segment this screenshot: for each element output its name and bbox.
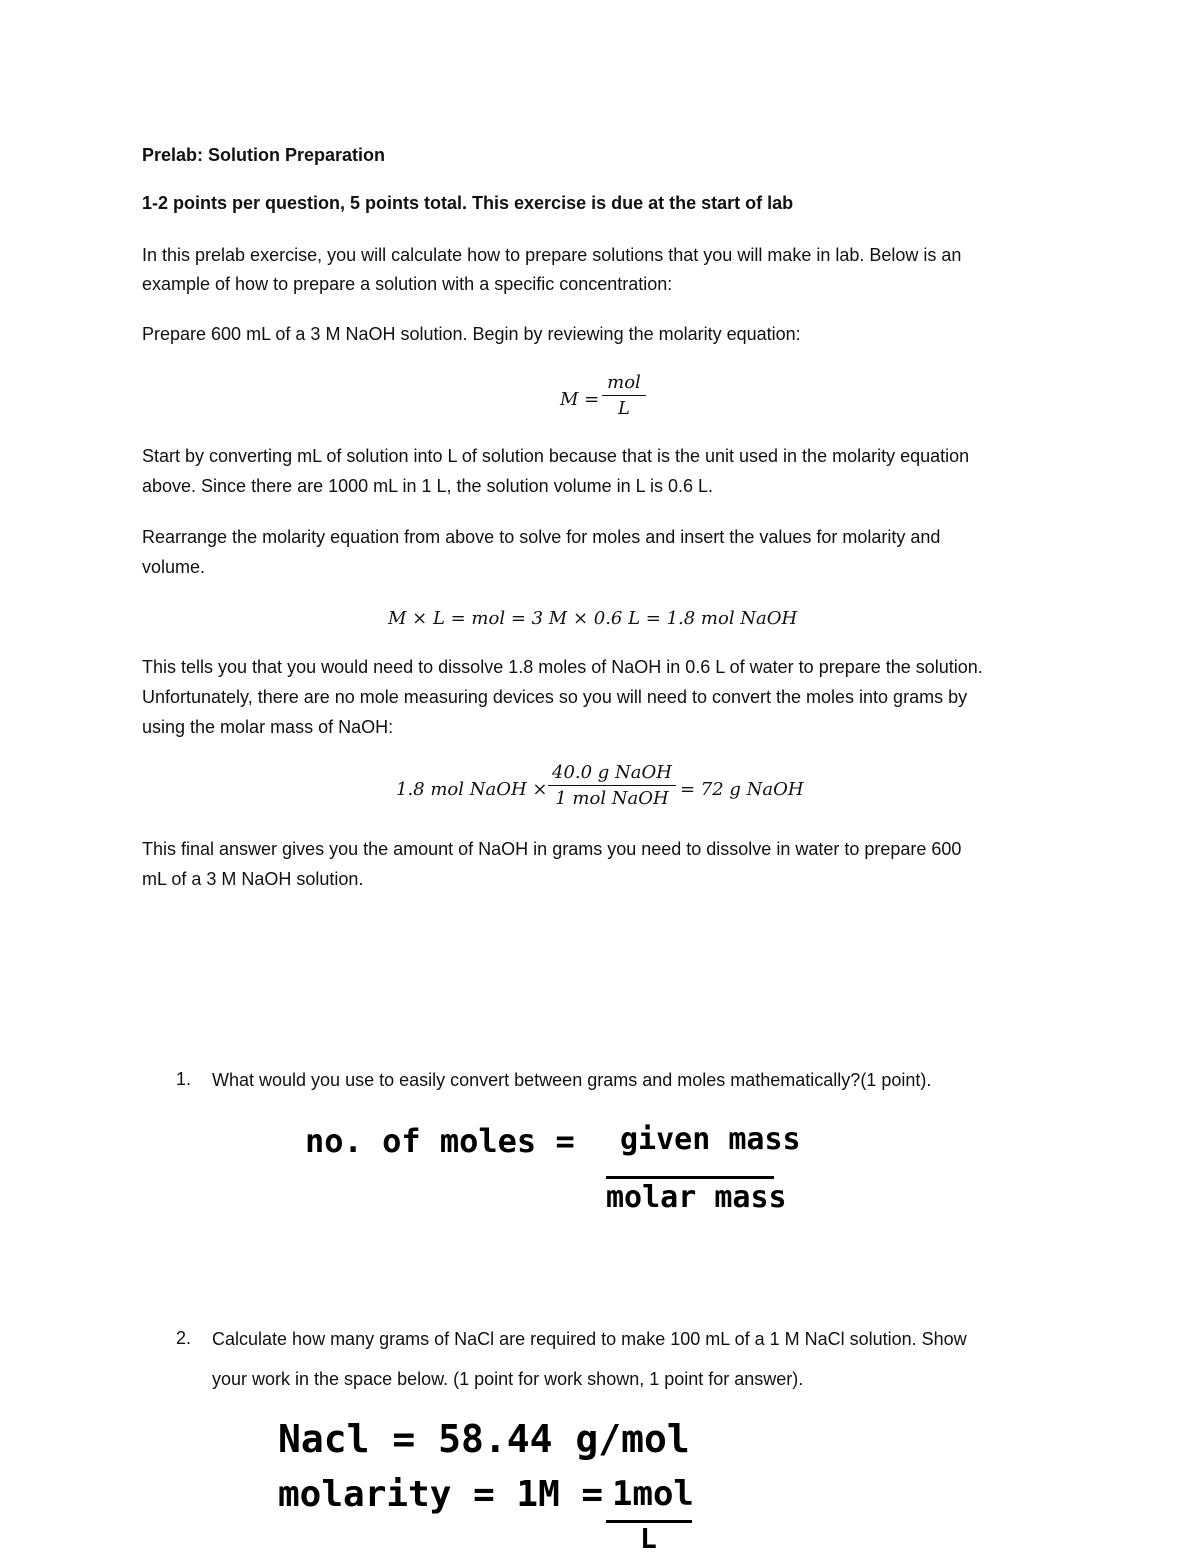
eq1-denominator: L (618, 398, 630, 419)
rearrange-line-1: Rearrange the molarity equation from above to solve for moles and insert the values for molarity and (142, 527, 941, 547)
answer2-line-2-lhs: molarity = 1M = (278, 1474, 604, 1515)
eq3-lhs: 1.8 mol NaOH × (396, 779, 548, 800)
answer1-lhs: no. of moles = (305, 1122, 575, 1160)
eq3-fraction (548, 762, 676, 809)
final-line-2: mL of a 3 M NaOH solution. (142, 869, 364, 889)
tells-line-1: This tells you that you would need to dissolve 1.8 moles of NaOH in 0.6 L of water to prepare the solution. (142, 657, 983, 677)
points-line: 1-2 points per question, 5 points total. This exercise is due at the start of lab (142, 193, 794, 213)
final-line-1: This final answer gives you the amount of NaOH in grams you need to dissolve in water to prepare 600 (142, 839, 962, 859)
eq3-denominator: 1 mol NaOH (555, 788, 669, 809)
eq1-numerator: mol (602, 372, 646, 396)
eq3-rhs: = 72 g NaOH (680, 779, 804, 800)
eq1-fraction (602, 372, 646, 419)
intro-line-2: example of how to prepare a solution with a specific concentration: (142, 274, 673, 294)
question-2-number: 2. (176, 1328, 192, 1348)
answer2-numerator: 1mol (612, 1474, 694, 1514)
intro-line-1: In this prelab exercise, you will calculate how to prepare solutions that you will make in lab. Below is an (142, 245, 962, 265)
answer1-fraction-bar (606, 1176, 774, 1179)
question-2-text-line-1: Calculate how many grams of NaCl are required to make 100 mL of a 1 M NaCl solution. Show (212, 1329, 967, 1349)
rearrange-line-2: volume. (142, 557, 206, 577)
answer2-line-1: Nacl = 58.44 g/mol (278, 1417, 690, 1461)
eq1-lhs: M = (560, 389, 600, 410)
question-2-text-line-2: your work in the space below. (1 point for work shown, 1 point for answer). (212, 1369, 804, 1389)
question-1-text: What would you use to easily convert between grams and moles mathematically?(1 point). (212, 1070, 932, 1090)
answer1-denominator: molar mass (606, 1180, 787, 1215)
answer2-denominator: L (640, 1522, 657, 1555)
answer1-numerator: given mass (620, 1122, 801, 1157)
convert-line-1: Start by converting mL of solution into L of solution because that is the unit used in the molarity equation (142, 446, 970, 466)
tells-line-3: using the molar mass of NaOH: (142, 717, 394, 737)
page-title: Prelab: Solution Preparation (142, 145, 386, 165)
question-1-number: 1. (176, 1069, 192, 1089)
eq2: M × L = mol = 3 M × 0.6 L = 1.8 mol NaOH (388, 608, 798, 629)
tells-line-2: Unfortunately, there are no mole measuring devices so you will need to convert the moles into grams by (142, 687, 968, 707)
eq3-numerator: 40.0 g NaOH (548, 762, 676, 786)
prepare-line: Prepare 600 mL of a 3 M NaOH solution. Begin by reviewing the molarity equation: (142, 324, 801, 344)
convert-line-2: above. Since there are 1000 mL in 1 L, the solution volume in L is 0.6 L. (142, 476, 714, 496)
